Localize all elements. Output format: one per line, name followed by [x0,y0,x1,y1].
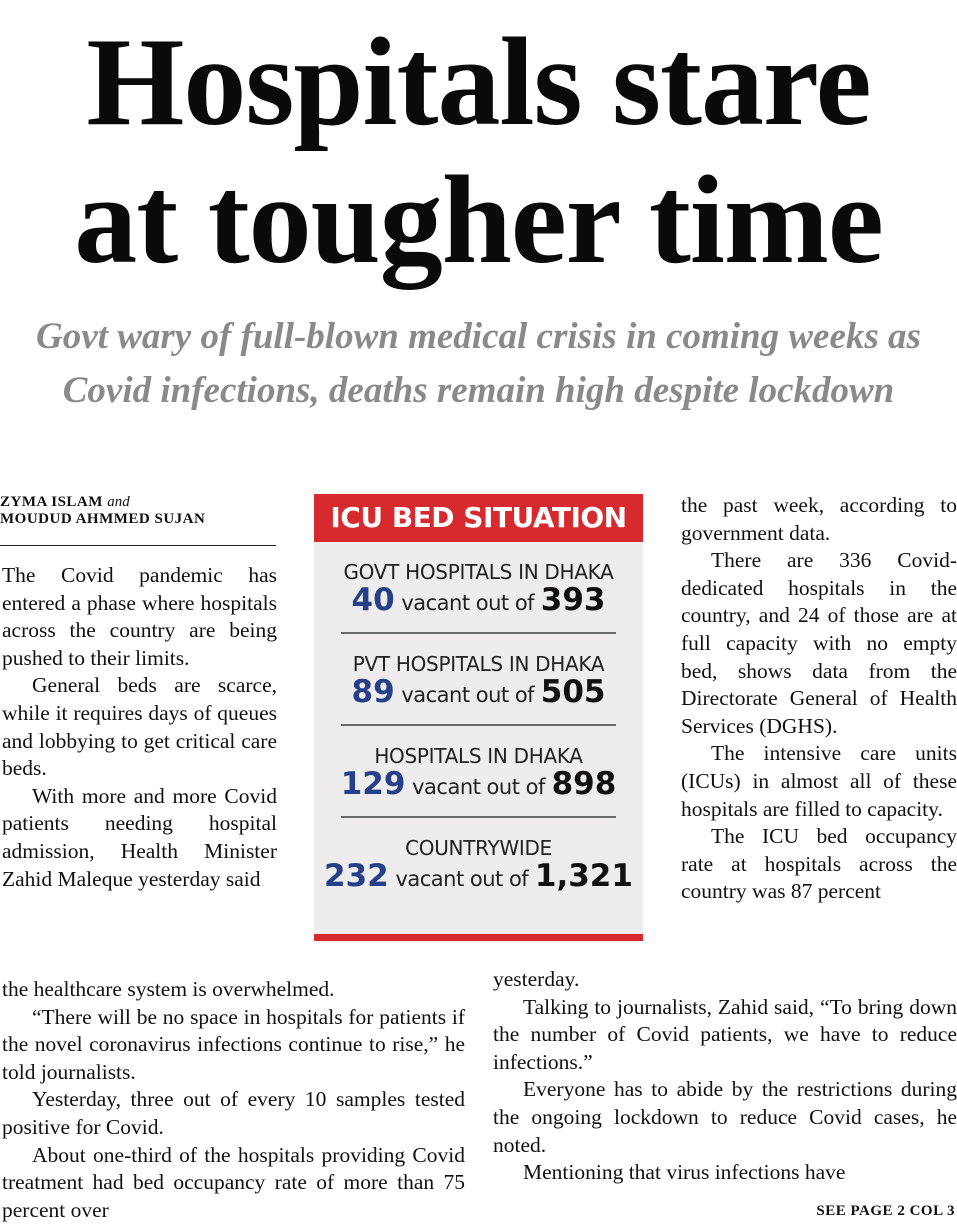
infobox-item-label: HOSPITALS IN DHAKA [374,744,583,768]
total-count: 1,321 [534,858,633,894]
infobox-item-value [314,860,643,895]
byline-and: and [107,494,130,510]
paragraph: the healthcare system is overwhelmed. [2,977,335,1001]
headline-line-2: at tougher time [74,151,883,290]
byline [0,494,276,528]
subheadline: Govt wary of full-blown medical crisis in coming weeks as Covid infections, deaths remain high despite lockdown [36,316,921,411]
paragraph: The ICU bed occupancy rate at hospitals across the country was 87 percent [681,824,957,904]
vacant-count: 129 [340,766,406,802]
infobox-item-value [314,676,643,711]
article-column-lower-left [2,976,465,1224]
infobox-item-label: GOVT HOSPITALS IN DHAKA [343,560,614,584]
total-count: 898 [551,766,617,802]
byline-author-1: ZYMA ISLAM [0,494,103,510]
paragraph: Yesterday, three out of every 10 samples tested positive for Covid. [2,1087,465,1139]
paragraph: the past week, according to government data. [681,493,957,545]
paragraph: About one-third of the hospitals providing Covid treatment had bed occupancy rate of more than 75 percent over [2,1142,465,1222]
vacant-count: 89 [351,674,395,710]
headline [0,14,957,290]
byline-author-2: MOUDUD AHMMED SUJAN [0,511,206,527]
article-column-3 [681,492,957,906]
continuation-jump-link[interactable]: SEE PAGE 2 COL 3 [816,1203,955,1219]
infobox-item-value [314,584,643,619]
infobox-item-pvt-dhaka [314,634,643,726]
icu-bed-infobox [314,494,643,941]
infobox-item-countrywide [314,818,643,910]
vacant-out-of-text: vacant out of [412,775,545,799]
vacant-count: 232 [324,858,389,894]
article-column-lower-right [493,966,957,1187]
paragraph: Talking to journalists, Zahid said, “To bring down the number of Covid patients, we have to reduce infections.” [493,994,957,1074]
paragraph: With more and more Covid patients needing hospital admission, Health Minister Zahid Maleque yesterday said [2,783,277,891]
paragraph: The intensive care units (ICUs) in almost all of these hospitals are filled to capacity. [681,741,957,821]
paragraph: The Covid pandemic has entered a phase where hospitals across the country are being pushed to their limits. [2,563,277,670]
infobox-item-label: COUNTRYWIDE [405,836,552,860]
paragraph: “There will be no space in hospitals for patients if the novel coronavirus infections continue to rise,” he told journalists. [2,1004,465,1084]
paragraph: Everyone has to abide by the restrictions during the ongoing lockdown to reduce Covid cases, he noted. [493,1077,957,1157]
infobox-title: ICU BED SITUATION [314,494,643,542]
paragraph: yesterday. [493,967,580,991]
headline-line-1: Hospitals stare [86,13,871,152]
total-count: 393 [540,582,606,618]
infobox-item-dhaka [314,726,643,818]
paragraph: Mentioning that virus infections have [523,1160,846,1185]
article-column-1 [2,562,277,893]
infobox-item-label: PVT HOSPITALS IN DHAKA [352,652,605,676]
vacant-out-of-text: vacant out of [395,867,529,891]
vacant-count: 40 [351,582,395,618]
paragraph: There are 336 Covid-dedicated hospitals in the country, and 24 of those are at full capacity with no empty bed, shows data from the Directorate General of Health Services (DGHS). [681,548,957,738]
infobox-item-value [314,768,643,803]
vacant-out-of-text: vacant out of [401,591,535,615]
total-count: 505 [540,674,606,710]
infobox-item-govt-dhaka [314,542,643,634]
vacant-out-of-text: vacant out of [401,683,535,707]
byline-divider [0,545,276,546]
paragraph: General beds are scarce, while it requires days of queues and lobbying to get critical care beds. [2,673,277,781]
